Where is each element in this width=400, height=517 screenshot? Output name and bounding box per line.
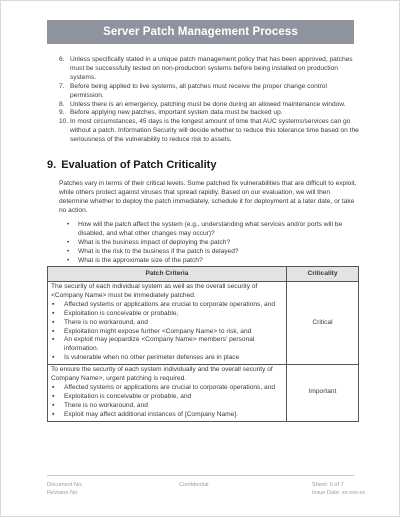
question-item: • What is the risk to the business if the patch is delayed? [67,248,357,257]
sheet-number: Sheet: 6 of 7 [312,482,344,488]
list-item [59,118,359,145]
list-number: 7. [59,82,65,90]
list-number: 6. [59,56,65,63]
list-item [59,83,359,101]
header-patch-criteria: Patch Criteria [48,267,287,282]
page-title-banner [47,20,354,44]
criteria-bullets [51,384,283,420]
list-text: In most circumstances, 45 days is the longest amount of time that AUC systems/services can go without a patch. Information Security will decide whether to reduce this tolerance time based on the seriousness of the vulnerability to reduce risk to assets. [70,118,359,144]
footer-right [312,481,365,497]
footer-divider [47,475,354,476]
list-text: Before being applied to live systems, all patches must receive the proper change control permission. [70,82,327,99]
header-criticality: Criticality [287,267,359,282]
criteria-bullet: ▪ Exploitation is conceivable or probable, and [51,393,283,402]
list-item [59,109,359,118]
list-text: Unless specifically stated in a unique patch management policy that has been approved, patches must be successfully tested on non-production systems before being installed on production systems. [70,56,353,81]
question-item: • How will the patch affect the system (e.g., understanding what services and/or ports will be disabled, and what other changes may occur)? [67,221,357,239]
list-number: 10. [59,118,69,126]
table-header-row [48,267,359,282]
list-text: Before applying new patches, important system data must be backed up. [70,109,283,117]
criticality-cell: Critical [287,282,359,365]
criteria-cell [48,365,287,421]
section-heading [47,159,216,171]
criteria-lead: The security of each individual system as well as the overall security of <Company Name> must be immediately patched. [51,283,258,299]
list-number: 8. [59,100,65,108]
page-title: Server Patch Management Process [103,26,298,38]
confidential-label: Confidential [179,482,209,488]
criteria-cell [48,282,287,365]
numbered-list [59,56,359,145]
criteria-bullet: ▪ There is no workaround, and [51,402,283,411]
criteria-bullet: ▪ Exploitation might expose further <Company Name> to risk, and [51,328,283,337]
question-item: • What is the business impact of deploying the patch? [67,239,357,248]
list-text: Unless there is an emergency, patching must be done during an allowed maintenance window. [70,100,346,108]
section-title: Evaluation of Patch Criticality [61,159,217,171]
criteria-bullet: ▪ There is no workaround, and [51,319,283,328]
document-number-label: Document No: [47,482,83,488]
criteria-bullets [51,301,283,363]
table-row [48,365,359,421]
footer-left [47,481,83,497]
criticality-cell: Important [287,365,359,421]
criteria-bullet: ▪ Exploitation is conceivable or probable, [51,310,283,319]
criteria-bullet: ▪ Affected systems or applications are crucial to corporate operations, and [51,301,283,310]
criteria-bullet: ▪ Affected systems or applications are crucial to corporate operations, and [51,384,283,393]
question-item: • What is the approximate size of the patch? [67,257,357,266]
question-list [67,221,357,266]
list-item [59,56,359,83]
criteria-bullet: ▪ An exploit may jeopardize <Company Name> members' personal information. [51,336,283,354]
section-number: 9. [47,159,57,171]
section-intro: Patches vary in terms of their critical levels. Some patched fix vulnerabilities that are difficult to exploit, while others protect against viruses that spread rapidly. Based on our evaluation, we will then determine whether to deploy the patch immediately, schedule it for deployment at a later date, or take no action. [59,180,357,214]
table-row [48,282,359,365]
issue-date: Issue Date: xx-xxx-xx [312,490,366,496]
revision-number-label: Revision No: [47,490,79,496]
criticality-table [47,266,359,422]
criteria-lead: To ensure the security of each system individually and the overall security of Company Name>, urgent patching is required. [51,366,273,383]
criteria-bullet: ▪ Exploit may affect additional instances of [Company Name]. [51,411,283,420]
list-number: 9. [59,109,65,117]
list-item [59,101,359,110]
criteria-bullet: ▪ Is vulnerable when no other perimeter defenses are in place [51,354,283,363]
